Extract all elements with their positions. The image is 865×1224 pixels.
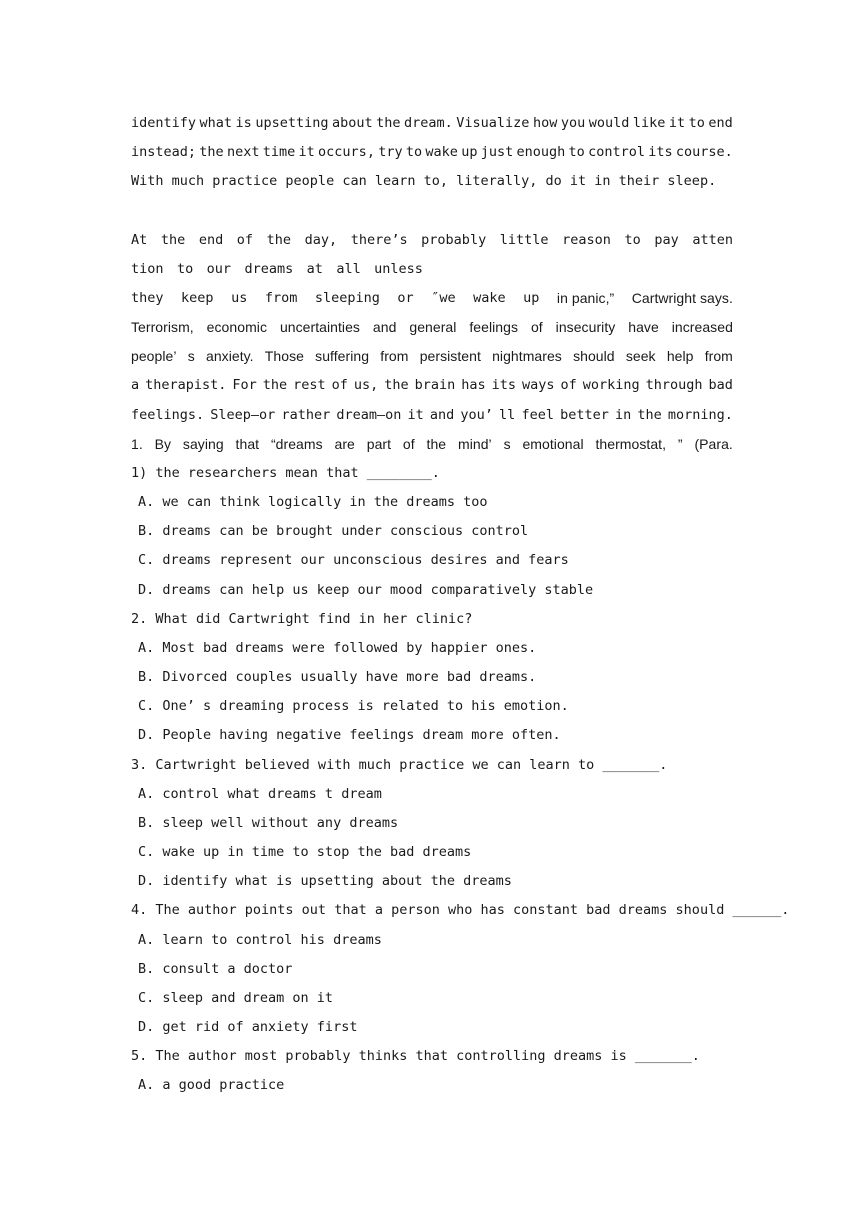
word: try: [378, 144, 403, 160]
word: to: [176, 261, 194, 277]
word: mind’: [458, 436, 492, 452]
word: wake: [425, 144, 458, 160]
word: its: [648, 144, 673, 160]
word: the: [266, 232, 292, 248]
word: of: [402, 436, 415, 452]
word: from: [704, 348, 733, 364]
question-stem: 4. The author points out that a person who has constant bad dreams should ______.: [131, 902, 790, 918]
word: to: [624, 232, 641, 248]
word: Visualize: [456, 115, 530, 131]
passage-line: [131, 259, 423, 279]
word: Sleep—or: [210, 407, 276, 423]
word: of: [560, 377, 577, 393]
word: like: [632, 115, 666, 131]
passage-line: [131, 405, 733, 425]
word: to: [688, 115, 705, 131]
word: seek: [625, 348, 656, 364]
word: it: [298, 144, 315, 160]
word: to: [568, 144, 585, 160]
word: insecurity: [555, 319, 616, 335]
word: next: [226, 144, 260, 160]
passage-line: [131, 288, 733, 308]
answer-option: B. dreams can be brought under conscious control: [138, 523, 529, 539]
passage-line: With much practice people can learn to, literally, do it in their sleep.: [131, 173, 717, 189]
answer-option: B. consult a doctor: [138, 961, 293, 977]
word: persistent: [419, 348, 481, 364]
word: Terrorism,: [131, 319, 194, 335]
word: saying: [182, 436, 224, 452]
word: For: [232, 377, 257, 393]
word: to: [405, 144, 423, 160]
word: us,: [353, 377, 379, 393]
answer-option: C. sleep and dream on it: [138, 990, 334, 1006]
word: us: [231, 290, 248, 306]
word: you: [560, 115, 586, 131]
word: end: [198, 232, 224, 248]
answer-option: A. a good practice: [138, 1077, 285, 1093]
word: and: [372, 319, 397, 335]
question-stem: 5. The author most probably thinks that controlling dreams is _______.: [131, 1048, 700, 1064]
answer-option: D. get rid of anxiety first: [138, 1019, 358, 1035]
word: time: [262, 144, 296, 160]
word: occurs,: [318, 144, 375, 160]
word: therapist.: [145, 377, 227, 393]
word: all: [336, 261, 361, 277]
word: feel: [521, 407, 554, 423]
answer-option: A. we can think logically in the dreams too: [138, 494, 488, 510]
word: economic: [206, 319, 267, 335]
word: end: [708, 115, 733, 131]
word: you’: [460, 407, 493, 423]
answer-option: B. Divorced couples usually have more bad dreams.: [138, 669, 537, 685]
word: from: [380, 348, 409, 364]
word: course.: [675, 144, 733, 160]
word: s: [187, 348, 195, 364]
question-stem: [131, 434, 733, 454]
word: up: [461, 144, 478, 160]
word: nightmares: [492, 348, 562, 364]
word: reason: [562, 232, 611, 248]
word: of: [236, 232, 254, 248]
answer-option: C. wake up in time to stop the bad dreams: [138, 844, 472, 860]
word: dreams: [244, 261, 294, 277]
answer-option: D. identify what is upsetting about the dreams: [138, 873, 512, 889]
word: in panic,”: [556, 290, 615, 306]
word: is: [235, 115, 252, 131]
word: probably: [421, 232, 487, 248]
word: of: [530, 319, 543, 335]
word: ways: [522, 377, 555, 393]
answer-option: A. learn to control his dreams: [138, 932, 382, 948]
word: it: [407, 407, 424, 423]
word: people’: [131, 348, 177, 364]
word: the: [637, 407, 662, 423]
passage-line: [131, 346, 733, 366]
word: day,: [304, 232, 338, 248]
word: its: [491, 377, 517, 393]
word: our: [206, 261, 232, 277]
word: Cartwright says.: [631, 290, 733, 306]
word: part: [366, 436, 392, 452]
word: morning.: [667, 407, 733, 423]
word: in: [614, 407, 632, 423]
word: have: [628, 319, 659, 335]
word: through: [645, 377, 703, 393]
word: help: [666, 348, 694, 364]
word: ll: [499, 407, 516, 423]
word: the: [426, 436, 447, 452]
word: upsetting: [255, 115, 329, 131]
word: a: [131, 377, 140, 393]
word: working: [582, 377, 640, 393]
word: the: [376, 115, 401, 131]
word: wake: [473, 290, 506, 306]
word: control: [588, 144, 645, 160]
word: sleeping: [314, 290, 380, 306]
word: little: [499, 232, 549, 248]
word: “dreams: [270, 436, 323, 452]
word: of: [331, 377, 348, 393]
word: about: [331, 115, 373, 131]
word: dream.: [404, 115, 453, 131]
answer-option: C. dreams represent our unconscious desires and fears: [138, 552, 569, 568]
word: keep: [181, 290, 214, 306]
word: general: [409, 319, 457, 335]
word: dream—on: [336, 407, 402, 423]
word: By: [154, 436, 172, 452]
word: anxiety.: [205, 348, 254, 364]
word: what: [199, 115, 233, 131]
word: tion: [131, 261, 164, 277]
passage-line: [131, 375, 733, 395]
word: would: [588, 115, 630, 131]
word: At: [131, 232, 148, 248]
word: the: [160, 232, 186, 248]
answer-option: A. control what dreams t dream: [138, 786, 382, 802]
word: ″we: [431, 290, 456, 306]
answer-option: C. One’ s dreaming process is related to his emotion.: [138, 698, 569, 714]
question-stem: 3. Cartwright believed with much practice we can learn to _______.: [131, 757, 668, 773]
word: the: [262, 377, 288, 393]
word: s: [503, 436, 511, 452]
word: rather: [281, 407, 331, 423]
word: bad: [708, 377, 733, 393]
word: brain: [414, 377, 456, 393]
word: identify: [131, 115, 197, 131]
word: that: [235, 436, 260, 452]
answer-option: A. Most bad dreams were followed by happier ones.: [138, 640, 537, 656]
word: atten: [692, 232, 733, 248]
answer-option: B. sleep well without any dreams: [138, 815, 399, 831]
word: it: [668, 115, 686, 131]
word: just: [480, 144, 514, 160]
word: increased: [671, 319, 733, 335]
passage-line: [131, 142, 733, 162]
word: 1.: [131, 436, 143, 452]
word: and: [429, 407, 455, 423]
word: or: [397, 290, 414, 306]
word: unless: [374, 261, 423, 277]
word: suffering: [315, 348, 370, 364]
word: the: [384, 377, 409, 393]
question-stem: 2. What did Cartwright find in her clinic?: [131, 611, 473, 627]
word: uncertainties: [279, 319, 360, 335]
word: there’s: [350, 232, 408, 248]
word: instead;: [131, 144, 197, 160]
word: rest: [293, 377, 326, 393]
word: pay: [654, 232, 679, 248]
word: ”: [677, 436, 683, 452]
word: enough: [516, 144, 566, 160]
word: how: [532, 115, 558, 131]
word: has: [461, 377, 486, 393]
passage-line: [131, 113, 733, 133]
word: the: [199, 144, 224, 160]
word: better: [560, 407, 609, 423]
word: from: [264, 290, 298, 306]
word: up: [523, 290, 540, 306]
word: should: [573, 348, 615, 364]
word: emotional: [522, 436, 584, 452]
passage-line: [131, 317, 733, 337]
passage-line: [131, 230, 733, 250]
word: Those: [264, 348, 304, 364]
answer-option: D. People having negative feelings dream more often.: [138, 727, 561, 743]
question-stem-continued: 1) the researchers mean that ________.: [131, 465, 440, 481]
word: feelings: [469, 319, 519, 335]
word: they: [131, 290, 164, 306]
answer-option: D. dreams can help us keep our mood comparatively stable: [138, 582, 594, 598]
word: at: [306, 261, 323, 277]
word: thermostat,: [595, 436, 667, 452]
word: feelings.: [131, 407, 205, 423]
word: are: [334, 436, 355, 452]
word: (Para.: [694, 436, 733, 452]
